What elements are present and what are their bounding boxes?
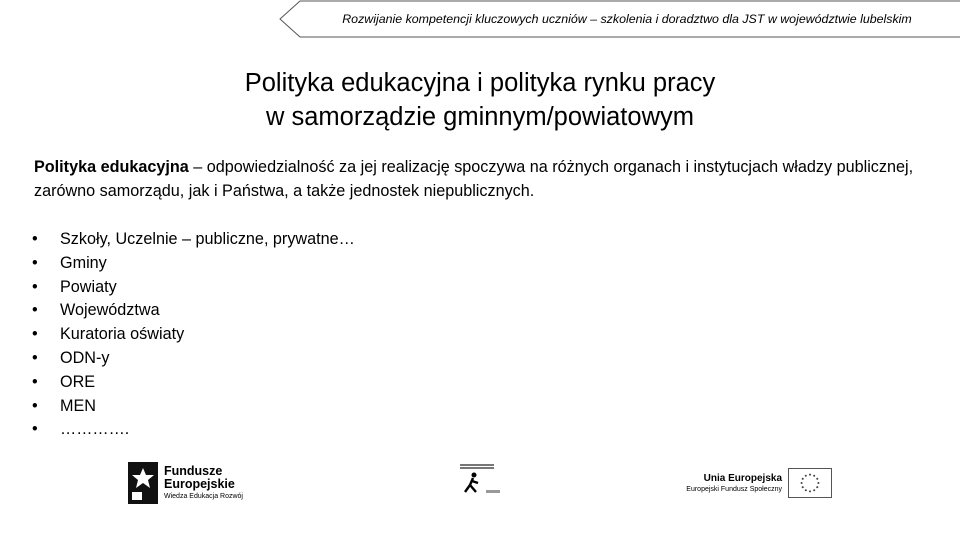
eu-star xyxy=(813,489,815,491)
fe-line-2: Europejskie xyxy=(164,477,235,491)
bullet-icon: • xyxy=(32,325,38,344)
eu-star xyxy=(816,486,818,488)
list-item xyxy=(32,276,355,300)
intro-paragraph xyxy=(34,155,934,203)
list-item xyxy=(32,252,355,276)
eu-star xyxy=(801,482,803,484)
title-line-2: w samorządzie gminnym/powiatowym xyxy=(266,103,694,131)
page-title xyxy=(0,66,960,134)
partner-logo-caption-line xyxy=(486,490,500,493)
list-item-text: Kuratoria oświaty xyxy=(60,325,185,344)
bullet-icon: • xyxy=(32,420,38,439)
list-item-text: Szkoły, Uczelnie – publiczne, prywatne… xyxy=(60,230,355,248)
list-item-text: ORE xyxy=(60,372,96,391)
eu-star xyxy=(809,474,811,476)
bullet-icon: • xyxy=(32,230,38,248)
partner-logo-text-lines xyxy=(460,464,494,470)
unia-europejska-logo xyxy=(686,468,834,500)
intro-bold-term: Polityka edukacyjna xyxy=(34,158,189,176)
runner-shape xyxy=(462,472,482,494)
eu-star xyxy=(802,486,804,488)
list-item-text: Gminy xyxy=(60,253,107,272)
ue-title: Unia Europejska xyxy=(703,473,782,484)
title-line-1: Polityka edukacyjna i polityka rynku pracy xyxy=(244,69,716,97)
list-item-text: ODN-y xyxy=(60,348,110,367)
fundusze-europejskie-logo xyxy=(128,460,268,506)
bullet-icon: • xyxy=(32,396,38,415)
fe-subtitle: Wiedza Edukacja Rozwój xyxy=(164,493,243,500)
runner-icon xyxy=(462,472,482,499)
institution-list xyxy=(32,228,355,442)
list-item xyxy=(32,418,355,442)
fe-line-1: Fundusze xyxy=(164,464,223,478)
eu-star xyxy=(805,489,807,491)
list-item xyxy=(32,395,355,419)
list-item xyxy=(32,228,355,252)
banner-text: Rozwijanie kompetencji kluczowych uczniów – szkolenia i doradztwo dla JST w województwie lubelskim xyxy=(342,12,912,26)
list-item xyxy=(32,347,355,371)
list-item-text: MEN xyxy=(60,396,96,415)
ue-subtitle: Europejski Fundusz Społeczny xyxy=(686,486,782,493)
eu-star xyxy=(802,478,804,480)
eu-star xyxy=(813,475,815,477)
bullet-icon: • xyxy=(32,372,38,391)
eu-star xyxy=(809,490,811,492)
bullet-icon: • xyxy=(32,348,38,367)
fe-star-mark-icon xyxy=(128,462,158,504)
eu-star xyxy=(817,482,819,484)
list-item xyxy=(32,371,355,395)
list-item xyxy=(32,299,355,323)
header-banner xyxy=(278,0,960,38)
list-item-text: …………. xyxy=(60,420,130,439)
list-item-text: Powiaty xyxy=(60,277,117,296)
eu-flag-icon xyxy=(788,468,832,498)
bullet-icon: • xyxy=(32,253,38,272)
eu-star xyxy=(816,478,818,480)
eu-star xyxy=(805,475,807,477)
list-item xyxy=(32,323,355,347)
partner-logo xyxy=(458,464,506,498)
bullet-icon: • xyxy=(32,277,38,296)
intro-text: – odpowiedzialność za jej realizację spoczywa na różnych organach i instytucjach władzy publicznej, zarówno samorządu, jak i Państwa, a także jednostek niepublicznych. xyxy=(34,158,914,200)
list-item-text: Województwa xyxy=(60,301,160,320)
bullet-icon: • xyxy=(32,301,38,320)
